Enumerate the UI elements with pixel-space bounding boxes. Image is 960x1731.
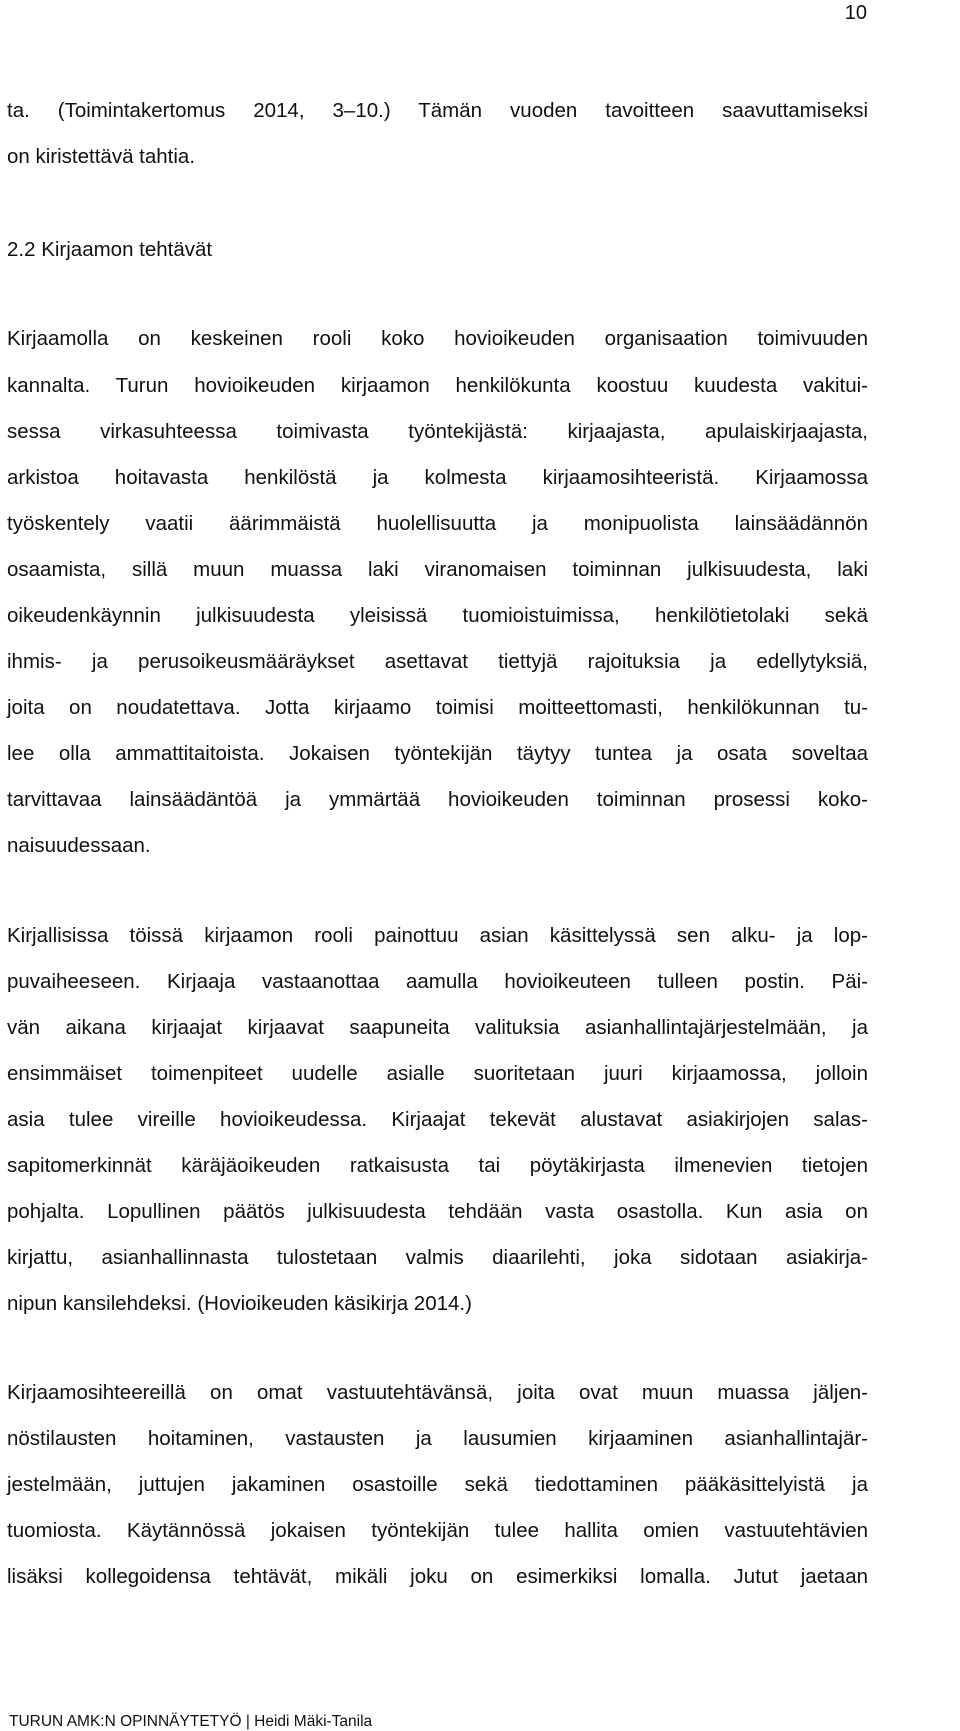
text-line: kirjattu, asianhallinnasta tulostetaan valmis diaarilehti, joka sidotaan asiakirja-: [7, 1246, 868, 1269]
text-line: sessa virkasuhteessa toimivasta työntekijästä: kirjaajasta, apulaiskirjaajasta,: [7, 420, 868, 443]
text-line: joita on noudatettava. Jotta kirjaamo toimisi moitteettomasti, henkilökunnan tu-: [7, 696, 868, 719]
text-line: lee olla ammattitaitoista. Jokaisen työntekijän täytyy tuntea ja osata soveltaa: [7, 742, 868, 765]
text-line: nipun kansilehdeksi. (Hovioikeuden käsikirja 2014.): [7, 1292, 472, 1315]
text-line: vän aikana kirjaajat kirjaavat saapuneita valituksia asianhallintajärjestelmään, ja: [7, 1016, 868, 1039]
text-line: tuomiosta. Käytännössä jokaisen työntekijän tulee hallita omien vastuutehtävien: [7, 1519, 868, 1542]
text-line: pohjalta. Lopullinen päätös julkisuudesta tehdään vasta osastolla. Kun asia on: [7, 1200, 868, 1223]
text-line: nöstilausten hoitaminen, vastausten ja lausumien kirjaaminen asianhallintajär-: [7, 1427, 868, 1450]
text-line: jestelmään, juttujen jakaminen osastoille sekä tiedottaminen pääkäsittelyistä ja: [7, 1473, 868, 1496]
text-line: Kirjaamosihteereillä on omat vastuutehtävänsä, joita ovat muun muassa jäljen-: [7, 1381, 868, 1404]
footer: TURUN AMK:N OPINNÄYTETYÖ | Heidi Mäki-Tanila: [9, 1713, 373, 1730]
text-line: ihmis- ja perusoikeusmääräykset asettavat tiettyjä rajoituksia ja edellytyksiä,: [7, 650, 868, 673]
page-number: 10: [844, 2, 867, 24]
text-line: työskentely vaatii äärimmäistä huolellisuutta ja monipuolista lainsäädännön: [7, 512, 868, 535]
text-line: lisäksi kollegoidensa tehtävät, mikäli joku on esimerkiksi lomalla. Jutut jaetaan: [7, 1565, 868, 1588]
section-heading: 2.2 Kirjaamon tehtävät: [7, 238, 213, 261]
text-line: on kiristettävä tahtia.: [7, 145, 196, 168]
text-line: puvaiheeseen. Kirjaaja vastaanottaa aamulla hovioikeuteen tulleen postin. Päi-: [7, 970, 868, 993]
text-line: kannalta. Turun hovioikeuden kirjaamon henkilökunta koostuu kuudesta vakitui-: [7, 374, 868, 397]
text-line: asia tulee vireille hovioikeudessa. Kirjaajat tekevät alustavat asiakirjojen salas-: [7, 1108, 868, 1131]
text-line: ensimmäiset toimenpiteet uudelle asialle suoritetaan juuri kirjaamossa, jolloin: [7, 1062, 868, 1085]
text-line: tarvittavaa lainsäädäntöä ja ymmärtää hovioikeuden toiminnan prosessi koko-: [7, 788, 868, 811]
text-line: Kirjallisissa töissä kirjaamon rooli painottuu asian käsittelyssä sen alku- ja lop-: [7, 924, 868, 947]
text-line: naisuudessaan.: [7, 834, 151, 857]
text-line: ta. (Toimintakertomus 2014, 3–10.) Tämän vuoden tavoitteen saavuttamiseksi: [7, 99, 868, 122]
text-line: Kirjaamolla on keskeinen rooli koko hovioikeuden organisaation toimivuuden: [7, 327, 868, 350]
text-line: osaamista, sillä muun muassa laki viranomaisen toiminnan julkisuudesta, laki: [7, 558, 868, 581]
text-line: arkistoa hoitavasta henkilöstä ja kolmesta kirjaamosihteeristä. Kirjaamossa: [7, 466, 868, 489]
text-line: oikeudenkäynnin julkisuudesta yleisissä tuomioistuimissa, henkilötietolaki sekä: [7, 604, 868, 627]
text-line: sapitomerkinnät käräjäoikeuden ratkaisusta tai pöytäkirjasta ilmenevien tietojen: [7, 1154, 868, 1177]
